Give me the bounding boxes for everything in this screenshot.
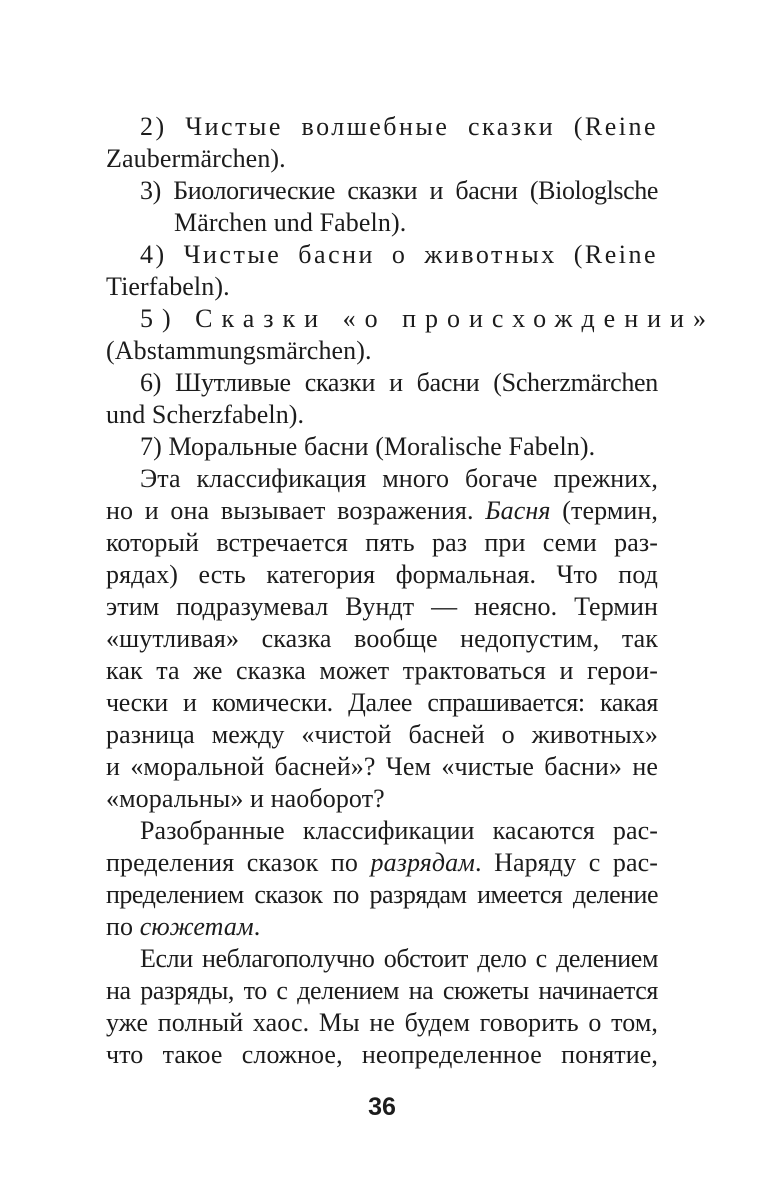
text-line: что такое сложное, неопределенное понятие,	[106, 1040, 658, 1069]
text-line: на разряды, то с делением на сюжеты начинается	[106, 976, 658, 1005]
text-line	[106, 911, 658, 943]
text-line: разница между «чистой басней о животных»	[106, 720, 658, 749]
text-line: этим подразумевал Вундт — неясно. Термин	[106, 592, 658, 621]
text-line: «моральны» и наоборот?	[106, 784, 385, 813]
text-line: Если неблагополучно обстоит дело с делением	[140, 944, 658, 973]
italic-term: разрядам	[370, 848, 475, 877]
text-line: пределением сказок по разрядам имеется деление	[106, 880, 658, 909]
page-number: 36	[368, 1093, 396, 1121]
text-line: 6) Шутливые сказки и басни (Scherzmärchen	[140, 368, 658, 397]
text-line: Tierfabeln).	[106, 272, 230, 301]
italic-term: сюжетам	[139, 912, 254, 941]
text-line: Zaubermärchen).	[106, 144, 286, 173]
text-line: Эта классификация много богаче прежних,	[140, 464, 658, 493]
text-line: 4) Чистые басни о животных (Reine	[140, 240, 658, 269]
text-line: и «моральной басней»? Чем «чистые басни» не	[106, 752, 658, 781]
text-segment: . Наряду с рас-	[474, 848, 658, 877]
text-segment: по	[106, 912, 140, 941]
text-line: 3) Биологические сказки и басни (Biologlsche	[140, 176, 658, 205]
text-line	[106, 495, 658, 527]
text-line: чески и комически. Далее спрашивается: какая	[106, 688, 658, 717]
text-line: 7) Моральные басни (Moralische Fabeln).	[140, 432, 596, 461]
italic-term: Басня	[485, 496, 551, 525]
text-segment: но и она вызывает возражения.	[106, 496, 486, 525]
text-line: Märchen und Fabeln).	[174, 208, 407, 237]
text-line: 2) Чистые волшебные сказки (Reine	[140, 112, 658, 141]
text-line	[106, 847, 658, 879]
text-line: 5) Сказки «о происхождении»	[140, 304, 715, 333]
text-line: Разобранные классификации касаются рас-	[140, 816, 658, 845]
text-line: рядах) есть категория формальная. Что под	[106, 560, 658, 589]
text-line: который встречается пять раз при семи раз-	[106, 528, 658, 557]
text-segment: (термин,	[550, 496, 659, 525]
text-segment: .	[253, 912, 261, 941]
text-line: «шутливая» сказка вообще недопустим, так	[106, 624, 658, 653]
text-segment: пределения сказок по	[106, 848, 371, 877]
text-line: как та же сказка может трактоваться и герои-	[106, 656, 658, 685]
text-line: und Scherzfabeln).	[106, 400, 305, 429]
text-line: (Abstammungsmärchen).	[106, 336, 372, 365]
text-line: уже полный хаос. Мы не будем говорить о том,	[106, 1008, 658, 1037]
